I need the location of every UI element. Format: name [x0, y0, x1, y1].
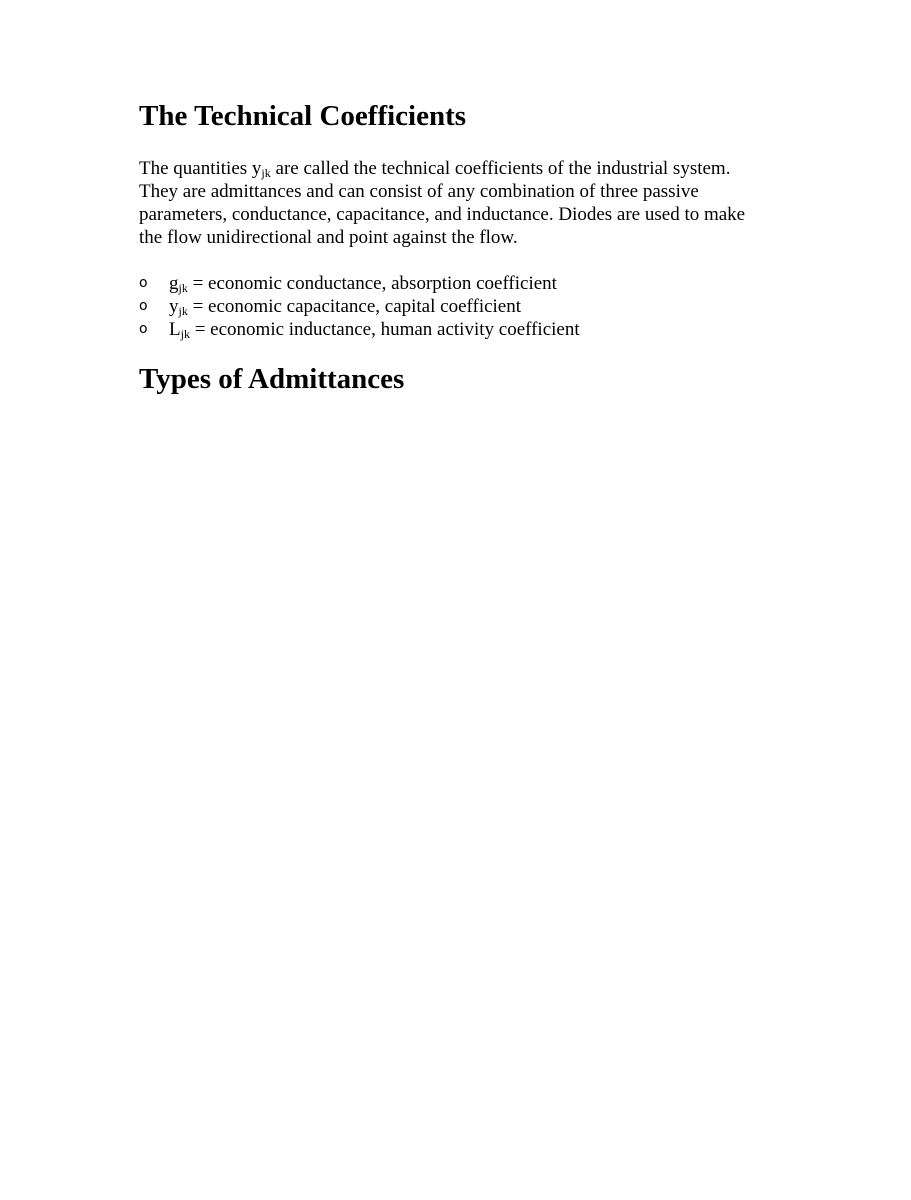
paragraph-line-1-rest: are called the technical coefficients of the industrial system. [270, 158, 731, 179]
item-text: = economic inductance, human activity coefficient [189, 319, 580, 340]
paragraph-line-4: the flow unidirectional and point against the flow. [139, 227, 518, 248]
coefficient-list [139, 272, 789, 341]
hollow-bullet-icon: o [139, 298, 148, 314]
item-symbol: y [169, 296, 179, 317]
hollow-bullet-icon: o [139, 321, 148, 337]
hollow-bullet-icon: o [139, 275, 148, 291]
paragraph-line-2: They are admittances and can consist of any combination of three passive [139, 181, 699, 202]
paragraph-prefix: The quantities [139, 158, 252, 179]
list-item [111, 318, 789, 341]
item-symbol: g [169, 273, 179, 294]
intro-paragraph [139, 157, 789, 249]
item-subscript: jk [180, 327, 190, 341]
item-text: = economic capacitance, capital coefficient [187, 296, 522, 317]
list-item [111, 272, 789, 295]
paragraph-line-3: parameters, conductance, capacitance, and inductance. Diodes are used to make [139, 204, 746, 225]
variable-y: y [251, 158, 262, 179]
variable-subscript: jk [261, 166, 271, 180]
item-subscript: jk [178, 281, 188, 295]
item-text: = economic conductance, absorption coefficient [187, 273, 557, 294]
list-item [111, 295, 789, 318]
section-heading-types-of-admittances: Types of Admittances [139, 363, 405, 395]
document-content [139, 98, 789, 397]
section-heading-technical-coefficients: The Technical Coefficients [139, 100, 467, 132]
item-subscript: jk [178, 304, 188, 318]
paragraph-line-1 [139, 158, 730, 179]
item-symbol: L [169, 319, 181, 340]
